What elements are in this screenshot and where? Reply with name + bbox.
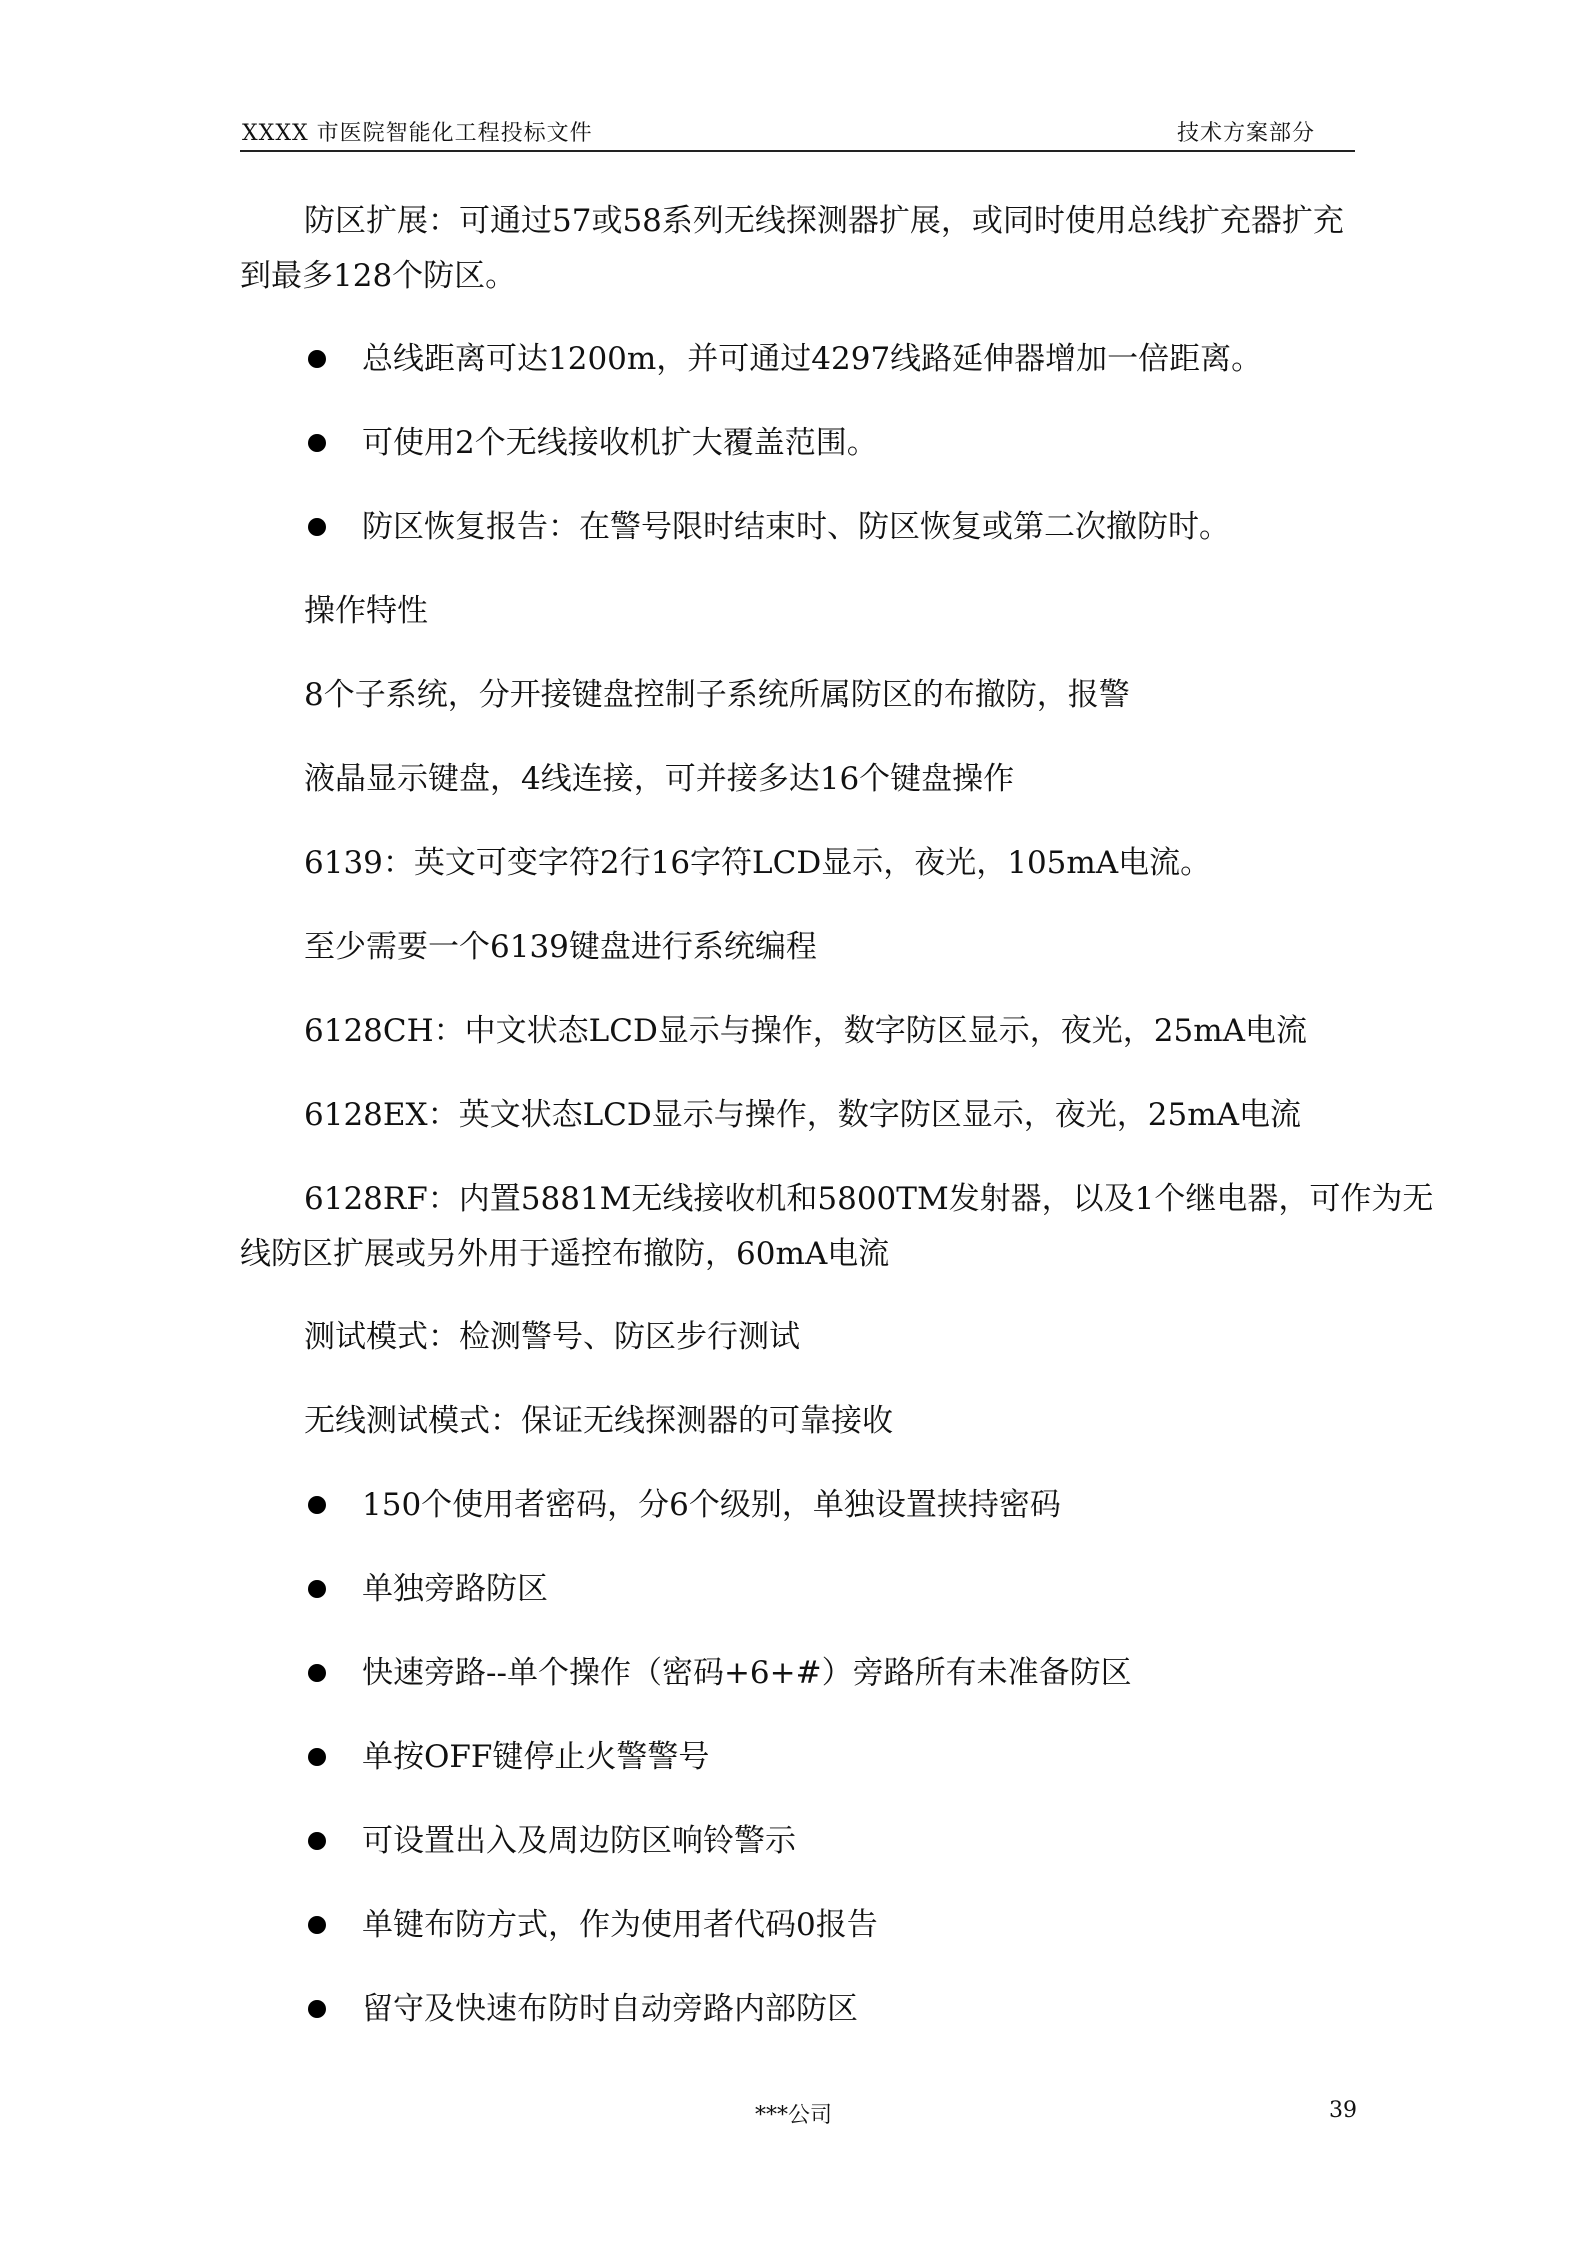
- paragraph-6128rf-line2: 线防区扩展或另外用于遥控布撤防，60mA电流: [240, 1236, 890, 1272]
- page-header: [240, 110, 1355, 152]
- section-heading-operation: 操作特性: [304, 593, 428, 629]
- bullet-icon: [308, 350, 326, 368]
- bullet-icon: [308, 1664, 326, 1682]
- bullet-icon: [308, 1580, 326, 1598]
- paragraph-zone-expansion-line1: 防区扩展：可通过57或58系列无线探测器扩展，或同时使用总线扩充器扩充: [304, 203, 1344, 239]
- footer-company: ***公司: [754, 2103, 832, 2128]
- bullet-icon: [308, 1916, 326, 1934]
- paragraph-wireless-test: 无线测试模式：保证无线探测器的可靠接收: [304, 1403, 893, 1439]
- paragraph-zone-expansion-line2: 到最多128个防区。: [240, 258, 517, 294]
- bullet-icon: [308, 2000, 326, 2018]
- header-title: XXXX 市医院智能化工程投标文件: [242, 121, 593, 146]
- paragraph-6128rf-line1: 6128RF：内置5881M无线接收机和5800TM发射器，以及1个继电器，可作为无: [304, 1181, 1434, 1217]
- paragraph-6128ex: 6128EX：英文状态LCD显示与操作，数字防区显示，夜光，25mA电流: [304, 1097, 1301, 1133]
- paragraph-programming: 至少需要一个6139键盘进行系统编程: [304, 929, 817, 965]
- paragraph-lcd-keypad: 液晶显示键盘，4线连接，可并接多达16个键盘操作: [304, 761, 1015, 797]
- paragraph-6139: 6139：英文可变字符2行16字符LCD显示，夜光，105mA电流。: [304, 845, 1212, 881]
- paragraph-6128ch: 6128CH：中文状态LCD显示与操作，数字防区显示，夜光，25mA电流: [304, 1013, 1308, 1049]
- bullet-icon: [308, 1832, 326, 1850]
- bullet-icon: [308, 1496, 326, 1514]
- bullet-icon: [308, 434, 326, 452]
- header-section: 技术方案部分: [1176, 121, 1315, 146]
- paragraph-subsystems: 8个子系统，分开接键盘控制子系统所属防区的布撤防，报警: [304, 677, 1130, 713]
- page-number: 39: [1329, 2098, 1357, 2123]
- paragraph-test-mode: 测试模式：检测警号、防区步行测试: [304, 1319, 800, 1355]
- bullet-icon: [308, 518, 326, 536]
- bullet-icon: [308, 1748, 326, 1766]
- document-page: XXXX 市医院智能化工程投标文件 技术方案部分 防区扩展：可通过57或58系列无线探测器扩展，或同时使用总线扩充器扩充 到最多128个防区。 总线距离可达1200m，并可通过4297线路延伸器增加一倍距离。 可使用2个无线接收机扩大覆盖范围。 防区恢复报告：在警号限时结束时、防区恢复或第二次撤防时。 操作特性 8个子系统，分开接键盘控制子系统所属防区的布撤防，报警 液晶显示键盘，4线连接，可并接多达16个键盘操作 6139：英文可变字符2行16字符LCD显示，夜光，105mA电流。 至少需要一个6139键盘进行系统编程 6128CH：中文状态LCD显示与操作，数字防区显示，夜光，25mA电流 6128EX：英文状态LCD显示与操作，数字防区显示，夜光，25mA电流 6128RF：内置5881M无线接收机和5800TM发射器，以及1个继电器，可作为无 线防区扩展或另外用于遥控布撤防，60mA电流 测试模式：检测警号、防区步行测试 无线测试模式：保证无线探测器的可靠接收 150个使用者密码，分6个级别，单独设置挟持密码 单独旁路防区 快速旁路--单个操作（密码+6+#）旁路所有未准备防区 单按OFF键停止火警警号 可设置出入及周边防区响铃警示 单键布防方式，作为使用者代码0报告 留守及快速布防时自动旁路内部防区 ***公司 39: [0, 0, 1587, 2245]
